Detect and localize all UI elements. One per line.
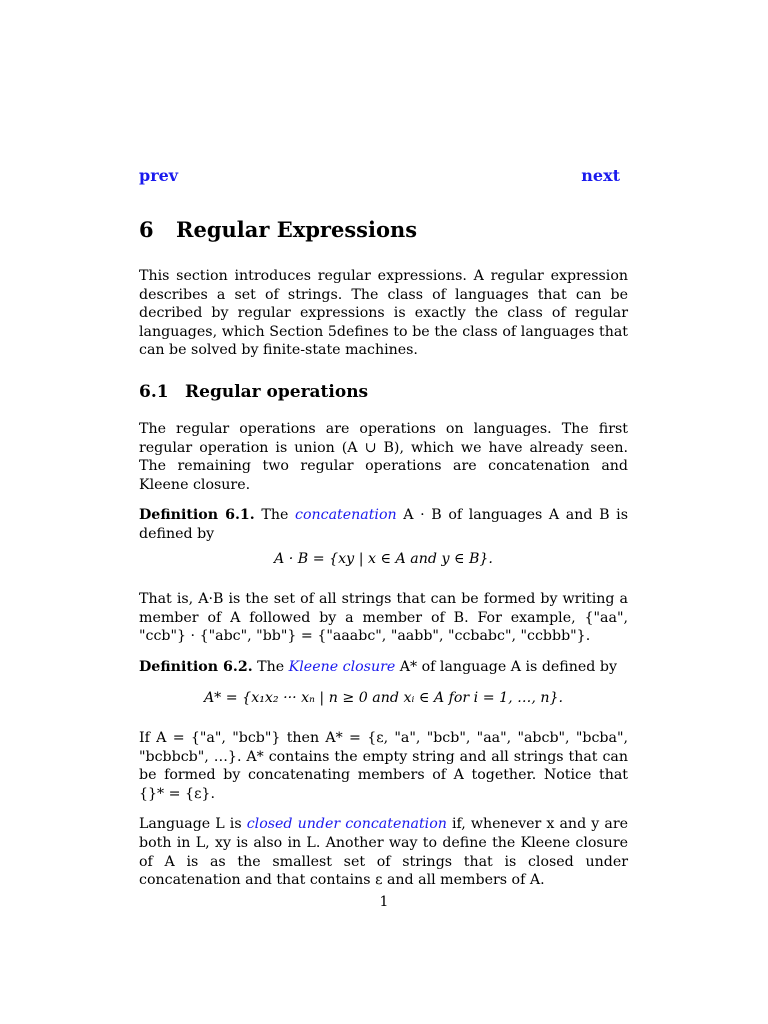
section-title: Regular Expressions xyxy=(176,217,418,242)
closed-under-concatenation-link[interactable]: closed under concatenation xyxy=(246,816,447,833)
subsection-number: 6.1 xyxy=(139,381,169,402)
operations-paragraph: The regular operations are operations on languages. The first regular operation is union (A ∪ B), which we have already seen. The remaining two regular operations are concatenation and Kleene closure. xyxy=(139,420,628,493)
definition-label: Definition 6.1. xyxy=(139,507,255,524)
page-number: 1 xyxy=(379,894,389,910)
concatenation-example-paragraph: That is, A·B is the set of all strings that can be formed by writing a member of A followed by a member of B. For example, {"aa", "ccb"} · {"abc", "bb"} = {"aaabc", "aabb", "ccbabc", "ccbbb"}. xyxy=(139,591,628,645)
definition-post-text: A · B of languages A and B is defined by xyxy=(139,507,628,542)
intro-paragraph: This section introduces regular expressions. A regular expression describes a set of strings. The class of languages that can be decribed by regular expressions is exactly the class of regular languages, which Section 5defines to be the class of languages that can be solved by finite-state machines. xyxy=(139,268,628,359)
page-navigation xyxy=(139,166,620,188)
section-number: 6 xyxy=(139,217,154,242)
definition-post-text: A* of language A is defined by xyxy=(399,658,617,675)
kleene-closure-term-link[interactable]: Kleene closure xyxy=(288,658,396,675)
closure-post-text: if, whenever x and y are both in L, xy is also in L. Another way to define the Kleene closure of A is as the smallest set of strings that is closed under concatenation and that contains ε and all members of A. xyxy=(139,816,629,889)
definition-6-2 xyxy=(139,658,628,677)
kleene-example-paragraph: If A = {"a", "bcb"} then A* = {ε, "a", "bcb", "aa", "abcb", "bcba", "bcbbcb", …}. A* contains the empty string and all strings that can be formed by concatenating members of A together. Notice that {}* = {ε}. xyxy=(139,730,628,802)
definition-pre-text: The xyxy=(257,658,285,675)
closure-paragraph xyxy=(139,815,628,889)
main-content xyxy=(139,216,628,890)
subsection-heading xyxy=(139,381,628,403)
definition-label: Definition 6.2. xyxy=(139,658,253,675)
concatenation-term-link[interactable]: concatenation xyxy=(295,507,397,524)
next-link[interactable]: next xyxy=(581,166,620,185)
closure-pre-text: Language L is xyxy=(139,816,242,833)
prev-link[interactable]: prev xyxy=(139,166,179,185)
subsection-title: Regular operations xyxy=(185,381,369,402)
definition-pre-text: The xyxy=(261,507,289,524)
definition-6-1 xyxy=(139,506,628,543)
kleene-formula: A* = {x₁x₂ ··· xₙ | n ≥ 0 and xᵢ ∈ A for i = 1, …, n}. xyxy=(203,689,564,706)
concatenation-formula: A · B = {xy | x ∈ A and y ∈ B}. xyxy=(274,550,493,567)
section-heading xyxy=(139,216,628,244)
